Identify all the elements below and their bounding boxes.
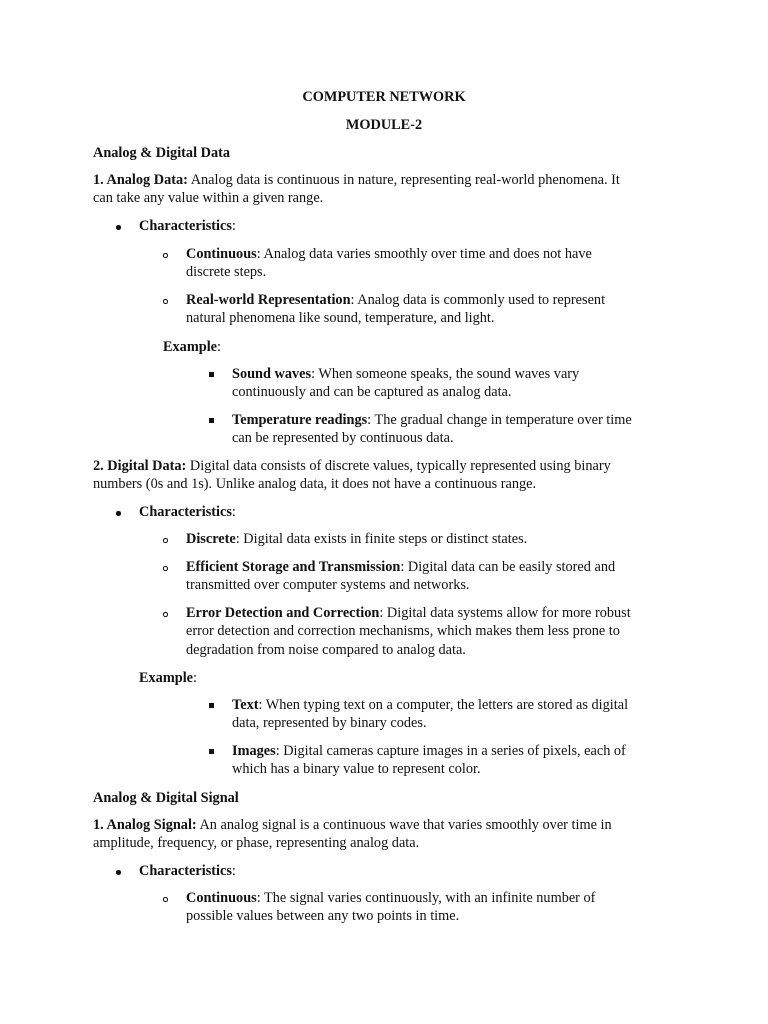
bullet-disc-icon <box>116 225 121 230</box>
text-line1 <box>232 696 628 714</box>
text-text1: : When typing text on a computer, the letters are stored as digital <box>258 697 629 713</box>
bullet-circle-icon <box>163 299 168 304</box>
continuous-label: Continuous <box>186 246 257 262</box>
discrete-line1 <box>186 530 527 548</box>
bullet-circle-icon <box>163 566 168 571</box>
bullet-square-icon <box>209 372 214 377</box>
analog-signal-label: 1. Analog Signal: <box>93 817 197 833</box>
bullet-square-icon <box>209 749 214 754</box>
section-heading-signal <box>93 789 239 807</box>
doc-title: COMPUTER NETWORK <box>302 89 466 105</box>
characteristics-line <box>139 503 236 521</box>
temperature-line2: can be represented by continuous data. <box>232 430 454 446</box>
analog-signal-para-line1 <box>93 816 612 834</box>
signal-continuous-label: Continuous <box>186 890 257 906</box>
signal-continuous-line1 <box>186 889 595 907</box>
efficient-line1 <box>186 558 615 576</box>
section-heading-text: Analog & Digital Data <box>93 145 231 161</box>
characteristics-label: Characteristics <box>139 218 232 234</box>
signal-continuous-text1: : The signal varies continuously, with an infinite number of <box>256 890 596 906</box>
characteristics-line <box>139 217 236 235</box>
analog-data-text1: Analog data is continuous in nature, representing real-world phenomena. It <box>187 172 620 188</box>
temperature-text1: : The gradual change in temperature over time <box>367 412 632 428</box>
temperature-label: Temperature readings <box>232 412 368 428</box>
bullet-disc-icon <box>116 870 121 875</box>
digital-data-text1: Digital data consists of discrete values, typically represented using binary <box>186 458 611 474</box>
error-label: Error Detection and Correction <box>186 605 380 621</box>
characteristics-colon: : <box>231 218 236 234</box>
efficient-line2: transmitted over computer systems and networks. <box>186 577 470 593</box>
characteristics-colon: : <box>231 504 236 520</box>
analog-signal-text1: An analog signal is a continuous wave that varies smoothly over time in <box>196 817 612 833</box>
characteristics-line <box>139 862 236 880</box>
module-heading: MODULE-2 <box>345 117 423 133</box>
efficient-text1: : Digital data can be easily stored and <box>400 559 616 575</box>
bullet-circle-icon <box>163 897 168 902</box>
analog-signal-para-line2: amplitude, frequency, or phase, representing analog data. <box>93 835 420 851</box>
error-line2: error detection and correction mechanisms, which makes them less prone to <box>186 623 620 639</box>
digital-data-para-line1 <box>93 457 611 475</box>
example-colon: : <box>193 670 197 686</box>
example-line <box>139 669 197 687</box>
example-colon: : <box>217 339 221 355</box>
bullet-square-icon <box>209 418 214 423</box>
section-heading-text: Analog & Digital Signal <box>93 790 239 806</box>
analog-data-para-line1 <box>93 171 620 189</box>
sound-line2: continuously and can be captured as analog data. <box>232 384 512 400</box>
realworld-line2: natural phenomena like sound, temperature, and light. <box>186 310 495 326</box>
example-label: Example <box>139 670 194 686</box>
error-line1 <box>186 604 631 622</box>
example-label: Example <box>163 339 218 355</box>
sound-text1: : When someone speaks, the sound waves vary <box>311 366 580 382</box>
realworld-label: Real-world Representation <box>186 292 351 308</box>
bullet-circle-icon <box>163 538 168 543</box>
sound-line1 <box>232 365 579 383</box>
analog-data-para-line2: can take any value within a given range. <box>93 190 324 206</box>
continuous-line1 <box>186 245 592 263</box>
images-text1: : Digital cameras capture images in a series of pixels, each of <box>275 743 626 759</box>
signal-continuous-line2: possible values between any two points in time. <box>186 908 460 924</box>
error-text1: : Digital data systems allow for more robust <box>379 605 631 621</box>
characteristics-label: Characteristics <box>139 863 232 879</box>
analog-data-label: 1. Analog Data: <box>93 172 188 188</box>
images-label: Images <box>232 743 276 759</box>
continuous-line2: discrete steps. <box>186 264 267 280</box>
bullet-disc-icon <box>116 511 121 516</box>
digital-data-label: 2. Digital Data: <box>93 458 187 474</box>
discrete-label: Discrete <box>186 531 236 547</box>
realworld-line1 <box>186 291 605 309</box>
images-line1 <box>232 742 626 760</box>
text-line2: data, represented by binary codes. <box>232 715 427 731</box>
text-label: Text <box>232 697 259 713</box>
bullet-circle-icon <box>163 253 168 258</box>
digital-data-para-line2: numbers (0s and 1s). Unlike analog data, it does not have a continuous range. <box>93 476 537 492</box>
continuous-text1: : Analog data varies smoothly over time and does not have <box>256 246 592 262</box>
efficient-label: Efficient Storage and Transmission <box>186 559 401 575</box>
section-heading-data <box>93 144 230 162</box>
realworld-text1: : Analog data is commonly used to represent <box>350 292 606 308</box>
example-line <box>163 338 221 356</box>
sound-label: Sound waves <box>232 366 312 382</box>
error-line3: degradation from noise compared to analog data. <box>186 642 466 658</box>
bullet-circle-icon <box>163 612 168 617</box>
characteristics-label: Characteristics <box>139 504 232 520</box>
characteristics-colon: : <box>231 863 236 879</box>
temperature-line1 <box>232 411 632 429</box>
bullet-square-icon <box>209 703 214 708</box>
images-line2: which has a binary value to represent color. <box>232 761 481 777</box>
discrete-text1: : Digital data exists in finite steps or distinct states. <box>235 531 528 547</box>
